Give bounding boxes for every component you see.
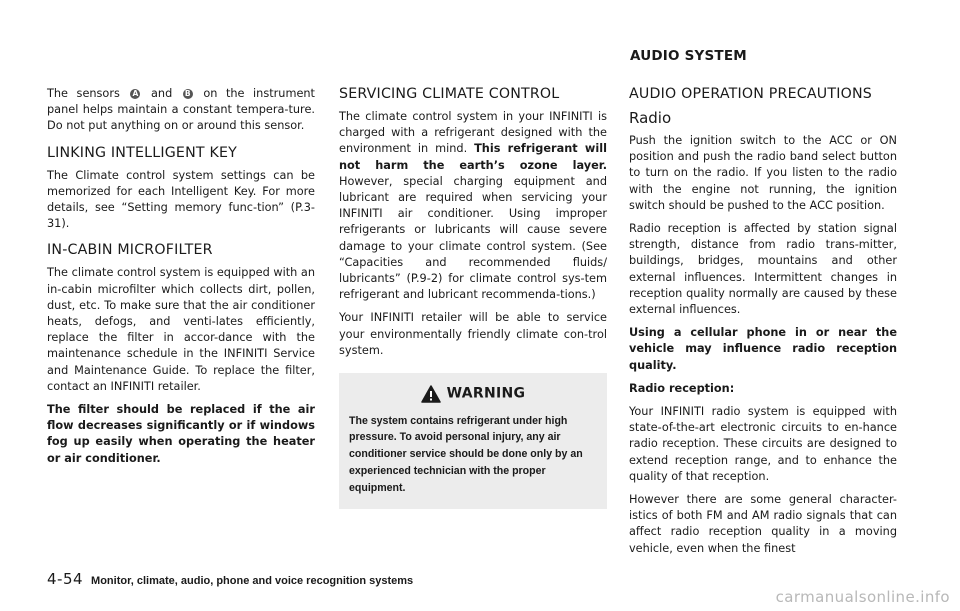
reception-label: Radio reception: (629, 381, 735, 395)
chapter-title: Monitor, climate, audio, phone and voice recognition systems (91, 575, 414, 587)
warning-header (349, 383, 597, 403)
warning-box (339, 373, 607, 508)
callout-a-icon: A (130, 89, 140, 99)
column-middle (339, 86, 607, 509)
microfilter-bold-paragraph: The filter should be replaced if the air flow decreases significantly or if windows fog up easily when operating the heater or air conditioner. (47, 403, 315, 465)
servicing-paragraph: The climate control system in your INFINITI is charged with a refrigerant designed with the environment in mind. This refrigerant will not harm the earth’s ozone layer. However, special charging equipment and lubricant are required when servicing your INFINITI air conditioner. Using improper refrigerants or lubricants will cause severe damage to your climate control system. (See “Capacities and recommended fluids/ lubricants” (P.9-2) for climate control sys-tem refrigerant and lubricant recommenda-tions.) (339, 110, 607, 302)
microfilter-paragraph: The climate control system is equipped with an in-cabin microfilter which collects dirt, pollen, dust, etc. To make sure that the air conditioner heats, defogs, and venti-lates efficiently, replace the filter in accor-dance with the maintenance schedule in the INFINITI Service and Maintenance Guide. To replace the filter, contact an INFINITI retailer. (47, 266, 315, 393)
radio-heading: Radio (629, 109, 672, 127)
page-footer (47, 570, 413, 588)
linking-paragraph: The Climate control system settings can be memorized for each Intelligent Key. For more details, see “Setting memory func-tion” (P.3-31). (47, 168, 315, 231)
servicing-heading: SERVICING CLIMATE CONTROL (339, 86, 560, 102)
precautions-heading: AUDIO OPERATION PRECAUTIONS (629, 86, 872, 102)
reception-paragraph-1: Your INFINITI radio system is equipped with state-of-the-art electronic circuits to en-hance radio reception. These circuits are designed to extend reception range, and to enhance the quality of that reception. (629, 405, 897, 483)
warning-text: The system contains refrigerant under high pressure. To avoid personal injury, any air conditioner service should be done only by an experienced technician with the proper equipment. (349, 414, 583, 494)
radio-bold-paragraph: Using a cellular phone in or near the vehicle may influence radio reception quality. (629, 326, 897, 372)
reception-paragraph-2: However there are some general character-istics of both FM and AM radio signals that can affect radio reception quality in a moving vehicle, even when the finest (629, 493, 897, 555)
warning-triangle-icon (421, 385, 441, 403)
linking-heading: LINKING INTELLIGENT KEY (47, 144, 238, 161)
callout-b-icon: B (183, 89, 193, 99)
retailer-paragraph: Your INFINITI retailer will be able to service your environmentally friendly climate con-trol system. (339, 311, 607, 357)
radio-paragraph-2: Radio reception is affected by station signal strength, distance from radio trans-mitter, buildings, bridges, mountains and other external influences. Intermittent changes in reception quality normally are caused by these external influences. (629, 222, 897, 317)
watermark: carmanualsonline.info (775, 588, 950, 606)
sensor-paragraph: The sensors A and B on the instrument panel helps maintain a constant tempera-ture. Do not put anything on or around this sensor. (47, 87, 315, 133)
microfilter-heading: IN-CABIN MICROFILTER (47, 242, 213, 259)
page-number: 4-54 (47, 570, 84, 588)
warning-title: WARNING (446, 385, 526, 402)
column-left (47, 86, 315, 474)
radio-paragraph-1: Push the ignition switch to the ACC or ON position and push the radio band select button to turn on the radio. If you listen to the radio with the engine not running, the ignition switch should be pushed to the ACC position. (629, 134, 897, 212)
column-right (629, 86, 897, 564)
section-header: AUDIO SYSTEM (630, 48, 747, 64)
